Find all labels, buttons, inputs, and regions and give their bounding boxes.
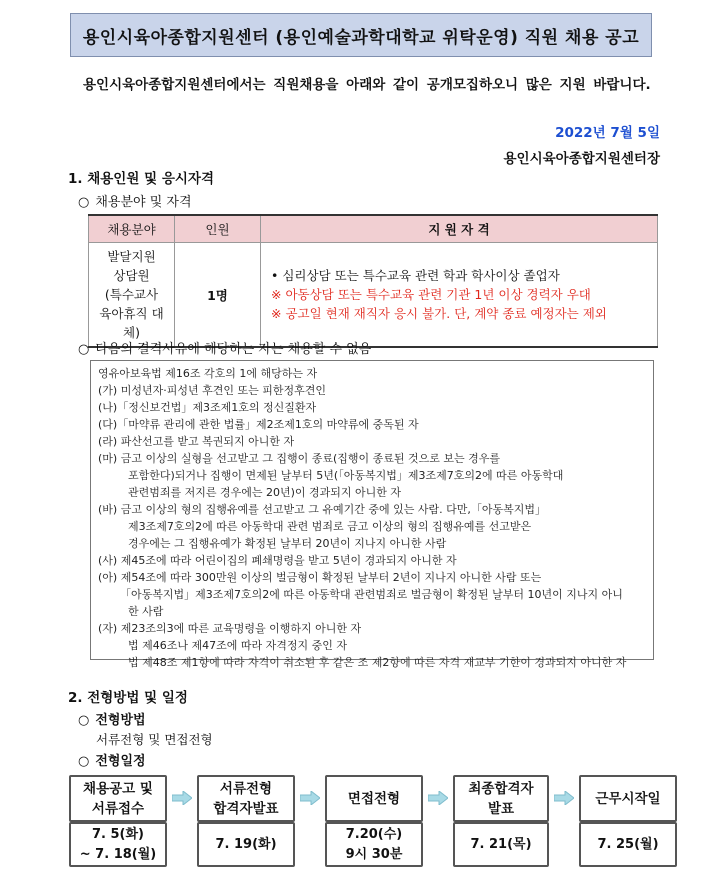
- step-box-interview: 면접전형: [325, 775, 423, 822]
- step-date-application: 7. 5(화) ~ 7. 18(월): [69, 822, 167, 867]
- disq-line: (가) 미성년자·피성년 후견인 또는 피한정후견인: [98, 384, 326, 397]
- subheading-field-qualification: ○ 채용분야 및 자격: [78, 195, 192, 210]
- table-header: 채용분야: [89, 215, 175, 243]
- disq-line: (다)「마약류 관리에 관한 법률」제2조제1호의 마약류에 중독된 자: [98, 418, 419, 431]
- circle-bullet-icon: ○: [78, 754, 90, 769]
- circle-bullet-icon: ○: [78, 195, 90, 210]
- disq-line: 「아동복지법」제3조제7호의2에 따른 아동학대 관련범죄로 벌금형이 확정된 날부터 10년이 지나지 아니: [120, 588, 623, 601]
- disq-line: 경우에는 그 집행유예가 확정된 날부터 20년이 지나지 아니한 사람: [128, 537, 447, 550]
- subheading-disqualification: ○ 다음의 결격사유에 해당하는 자는 채용할 수 없음: [78, 342, 372, 357]
- arrow-right-icon: [172, 791, 192, 805]
- disq-line: 포함한다)되거나 집행이 면제된 날부터 5년(「아동복지법」제3조제7호의2에 따른 아동학대: [128, 469, 564, 482]
- table-row: [89, 243, 658, 348]
- disq-line: 영유아보육법 제16조 각호의 1에 해당하는 자: [98, 367, 318, 380]
- step-box-final-result: 최종합격자 발표: [453, 775, 549, 822]
- qualification-cell: • 심리상담 또는 특수교육 관련 학과 학사이상 졸업자 ※ 아동상담 또는 특수교육 관련 기관 1년 이상 경력자 우대 ※ 공고일 현재 재직자 응시 불가. 단, 계약 종료 예정자는 제외: [261, 243, 658, 348]
- step-date-start-work: 7. 25(월): [579, 822, 677, 867]
- headcount-cell: 1명: [175, 243, 261, 348]
- disq-line: (자) 제23조의3에 따른 교육명령을 이행하지 아니한 자: [98, 622, 362, 635]
- step-date-final-result: 7. 21(목): [453, 822, 549, 867]
- section2-heading: 2. 전형방법 및 일정: [68, 690, 188, 706]
- disq-line: 제3조제7호의2에 따른 아동학대 관련 범죄로 금고 이상의 형의 집행유예를 선고받은: [128, 520, 532, 533]
- circle-bullet-icon: ○: [78, 713, 90, 728]
- step-date-document-result: 7. 19(화): [197, 822, 295, 867]
- disq-line: (나)「정신보건법」제3조제1호의 정신질환자: [98, 401, 317, 414]
- announcement-date: 2022년 7월 5일: [555, 125, 660, 141]
- disq-line: (바) 금고 이상의 형의 집행유예를 선고받고 그 유예기간 중에 있는 사람. 다만,「아동복지법」: [98, 503, 546, 516]
- circle-bullet-icon: ○: [78, 342, 90, 357]
- disq-line: 법 제48조 제1항에 따라 자격이 취소된 후 같은 조 제2항에 따른 자격 재교부 기한이 경과되지 아니한 자: [128, 656, 627, 669]
- disq-line: 법 제46조나 제47조에 따라 자격정지 중인 자: [128, 639, 347, 652]
- subheading-method: ○ 전형방법: [78, 713, 146, 728]
- subheading-schedule: ○ 전형일정: [78, 754, 146, 769]
- step-box-application: 채용공고 및 서류접수: [69, 775, 167, 822]
- requirements-table: [88, 214, 658, 348]
- table-header: 지 원 자 격: [261, 215, 658, 243]
- field-cell: 발달지원 상담원 (특수교사 육아휴직 대체): [89, 243, 175, 348]
- table-header-row: [89, 215, 658, 243]
- disq-line: (아) 제54조에 따라 300만원 이상의 벌금형이 확정된 날부터 2년이 지나지 아니한 사람 또는: [98, 571, 542, 584]
- intro-paragraph: 용인시육아종합지원센터에서는 직원채용을 아래와 같이 공개모집하오니 많은 지원 바랍니다.: [83, 77, 651, 93]
- disq-line: (사) 제45조에 따라 어린이집의 폐쇄명령을 받고 5년이 경과되지 아니한 자: [98, 554, 457, 567]
- table-header: 인원: [175, 215, 261, 243]
- section1-heading: 1. 채용인원 및 응시자격: [68, 171, 214, 187]
- disq-line: 관련범죄를 저지른 경우에는 20년)이 경과되지 아니한 자: [128, 486, 402, 499]
- arrow-right-icon: [300, 791, 320, 805]
- arrow-right-icon: [554, 791, 574, 805]
- disq-line: (라) 파산선고를 받고 복권되지 아니한 자: [98, 435, 295, 448]
- disq-line: 한 사람: [128, 605, 164, 618]
- step-box-start-work: 근무시작일: [579, 775, 677, 822]
- organization-name: 용인시육아종합지원센터장: [503, 151, 660, 167]
- page-title: 용인시육아종합지원센터 (용인예술과학대학교 위탁운영) 직원 채용 공고: [70, 13, 652, 57]
- arrow-right-icon: [428, 791, 448, 805]
- disq-line: (마) 금고 이상의 실형을 선고받고 그 집행이 종료(집행이 종료된 것으로 보는 경우를: [98, 452, 500, 465]
- disqualification-box: [90, 360, 654, 669]
- method-text: 서류전형 및 면접전형: [96, 732, 213, 747]
- step-box-document-result: 서류전형 합격자발표: [197, 775, 295, 822]
- step-date-interview: 7.20(수) 9시 30분: [325, 822, 423, 867]
